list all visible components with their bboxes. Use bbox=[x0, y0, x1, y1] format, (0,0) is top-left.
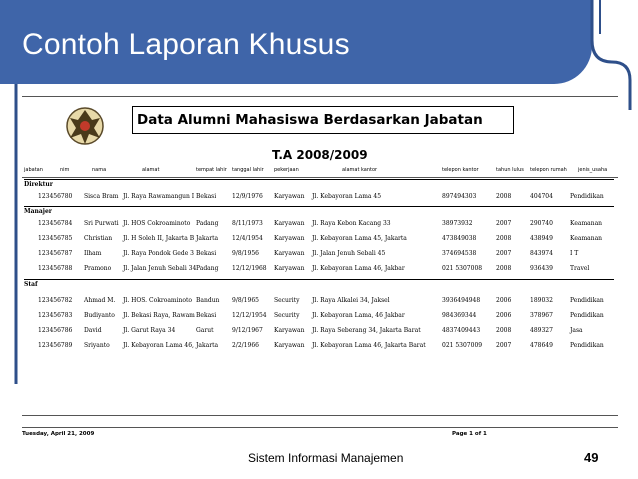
table-row bbox=[22, 294, 618, 308]
cell-nama: Ahmad M. bbox=[84, 297, 116, 304]
cell-nim: 123456787 bbox=[38, 250, 73, 257]
cell-jenis-usaha: Pendidikan bbox=[570, 297, 604, 304]
column-header: alamat bbox=[142, 167, 160, 173]
cell-tanggal-lahir: 12/12/1968 bbox=[232, 265, 267, 272]
report-title: Data Alumni Mahasiswa Berdasarkan Jabatan bbox=[132, 106, 514, 134]
cell-telepon-rumah: 438949 bbox=[530, 235, 553, 242]
cell-telepon-kantor: 4837409443 bbox=[442, 327, 481, 334]
report-subtitle: T.A 2008/2009 bbox=[272, 148, 368, 162]
column-header: jabatan bbox=[24, 167, 43, 173]
cell-tanggal-lahir: 9/8/1965 bbox=[232, 297, 259, 304]
cell-alamat-kantor: Jl. Raya Seberang 34, Jakarta Barat bbox=[312, 327, 421, 334]
cell-nim: 123456784 bbox=[38, 220, 73, 227]
cell-tanggal-lahir: 9/8/1956 bbox=[232, 250, 259, 257]
cell-tempat-lahir: Bekasi bbox=[196, 312, 217, 319]
cell-nim: 123456786 bbox=[38, 327, 73, 334]
cell-nim: 123456782 bbox=[38, 297, 73, 304]
cell-tempat-lahir: Garut bbox=[196, 327, 214, 334]
group-label-direktur: Direktur bbox=[24, 179, 614, 188]
table-row bbox=[22, 232, 618, 246]
cell-nim: 123456788 bbox=[38, 265, 73, 272]
cell-jenis-usaha: Keamanan bbox=[570, 220, 603, 227]
cell-alamat: Jl. H Soleh II, Jakarta B bbox=[123, 235, 195, 242]
cell-pekerjaan: Karyawan bbox=[274, 193, 305, 200]
table-row bbox=[22, 339, 618, 353]
cell-alamat: Jl. HOS Cokroaminoto bbox=[123, 220, 191, 227]
table-row bbox=[22, 309, 618, 323]
cell-tahun-lulus: 2006 bbox=[496, 312, 512, 319]
cell-tahun-lulus: 2008 bbox=[496, 265, 512, 272]
cell-pekerjaan: Karyawan bbox=[274, 342, 305, 349]
cell-telepon-kantor: 021 5307009 bbox=[442, 342, 483, 349]
column-header: telepon rumah bbox=[530, 167, 567, 173]
cell-pekerjaan: Karyawan bbox=[274, 235, 305, 242]
report-image bbox=[22, 96, 618, 441]
cell-nama: Sri Purwati bbox=[84, 220, 119, 227]
cell-telepon-kantor: 897494303 bbox=[442, 193, 477, 200]
table-row bbox=[22, 262, 618, 276]
column-header: telepon kantor bbox=[442, 167, 479, 173]
cell-tahun-lulus: 2008 bbox=[496, 235, 512, 242]
column-header: tahun lulus bbox=[496, 167, 524, 173]
report-bottom-rule bbox=[22, 415, 618, 416]
cell-tahun-lulus: 2006 bbox=[496, 297, 512, 304]
cell-tempat-lahir: Bekasi bbox=[196, 193, 217, 200]
cell-nim: 123456780 bbox=[38, 193, 73, 200]
cell-telepon-rumah: 489327 bbox=[530, 327, 553, 334]
cell-alamat: Jl. Raya Rawamangun I bbox=[123, 193, 195, 200]
cell-telepon-rumah: 378967 bbox=[530, 312, 553, 319]
cell-alamat-kantor: Jl. Raya Alkalei 34, Jaksel bbox=[312, 297, 390, 304]
cell-tanggal-lahir: 9/12/1967 bbox=[232, 327, 263, 334]
column-header: tanggal lahir bbox=[232, 167, 264, 173]
cell-telepon-rumah: 936439 bbox=[530, 265, 553, 272]
report-footer-page: Page 1 of 1 bbox=[452, 431, 487, 437]
cell-telepon-kantor: 374694538 bbox=[442, 250, 477, 257]
cell-alamat-kantor: Jl. Kebayoran Lama 46, Jakbar bbox=[312, 265, 405, 272]
column-header: alamat kantor bbox=[342, 167, 378, 173]
cell-tahun-lulus: 2008 bbox=[496, 193, 512, 200]
university-logo-icon bbox=[62, 104, 108, 148]
cell-nim: 123456785 bbox=[38, 235, 73, 242]
cell-tempat-lahir: Bekasi bbox=[196, 250, 217, 257]
cell-jenis-usaha: Pendidikan bbox=[570, 193, 604, 200]
cell-nama: David bbox=[84, 327, 102, 334]
cell-tanggal-lahir: 8/11/1973 bbox=[232, 220, 263, 227]
cell-nama: Sisca Bram bbox=[84, 193, 119, 200]
group-label-manajer: Manajer bbox=[24, 206, 614, 215]
cell-pekerjaan: Karyawan bbox=[274, 327, 305, 334]
cell-jenis-usaha: Travel bbox=[570, 265, 590, 272]
column-header: nama bbox=[92, 167, 107, 173]
cell-jenis-usaha: Pendidikan bbox=[570, 312, 604, 319]
cell-telepon-rumah: 478649 bbox=[530, 342, 553, 349]
cell-alamat-kantor: Jl. Kebayoran Lama 46, Jakarta Barat bbox=[312, 342, 426, 349]
cell-telepon-rumah: 404704 bbox=[530, 193, 553, 200]
report-top-border bbox=[22, 96, 618, 97]
report-footer-date: Tuesday, April 21, 2009 bbox=[22, 431, 95, 437]
cell-alamat: Jl. Garut Raya 34 bbox=[123, 327, 176, 334]
cell-jenis-usaha: Keamanan bbox=[570, 235, 603, 242]
cell-alamat: Jl. Jalan Jenuh Sebali 34 bbox=[123, 265, 197, 272]
table-row bbox=[22, 217, 618, 231]
table-row bbox=[22, 324, 618, 338]
cell-alamat: Jl. HOS. Cokroaminoto bbox=[123, 297, 193, 304]
table-row bbox=[22, 247, 618, 261]
cell-alamat-kantor: Jl. Kebayoran Lama 45, Jakarta bbox=[312, 235, 407, 242]
slide-title: Contoh Laporan Khusus bbox=[22, 28, 350, 61]
cell-telepon-kantor: 984369344 bbox=[442, 312, 477, 319]
cell-jenis-usaha: I T bbox=[570, 250, 579, 257]
cell-pekerjaan: Security bbox=[274, 297, 300, 304]
cell-alamat-kantor: Jl. Kebayoran Lama, 46 Jakbar bbox=[312, 312, 405, 319]
cell-tahun-lulus: 2007 bbox=[496, 342, 512, 349]
cell-tanggal-lahir: 12/12/1954 bbox=[232, 312, 267, 319]
group-label-staf: Staf bbox=[24, 279, 614, 288]
cell-tempat-lahir: Bandun bbox=[196, 297, 220, 304]
cell-nim: 123456783 bbox=[38, 312, 73, 319]
cell-tempat-lahir: Jakarta bbox=[196, 235, 219, 242]
cell-telepon-rumah: 290740 bbox=[530, 220, 553, 227]
cell-nama: Sriyanto bbox=[84, 342, 110, 349]
cell-pekerjaan: Karyawan bbox=[274, 265, 305, 272]
column-header: tempat lahir bbox=[196, 167, 227, 173]
cell-telepon-rumah: 189032 bbox=[530, 297, 553, 304]
cell-tanggal-lahir: 2/2/1966 bbox=[232, 342, 259, 349]
cell-telepon-kantor: 473849038 bbox=[442, 235, 477, 242]
report-footer-rule bbox=[22, 427, 618, 428]
cell-tempat-lahir: Padang bbox=[196, 220, 219, 227]
decorative-line-left bbox=[0, 84, 22, 394]
cell-nama: Pramono bbox=[84, 265, 112, 272]
cell-telepon-kantor: 38973932 bbox=[442, 220, 473, 227]
cell-telepon-kantor: 021 5307008 bbox=[442, 265, 483, 272]
cell-jenis-usaha: Pendidikan bbox=[570, 342, 604, 349]
cell-tempat-lahir: Jakarta bbox=[196, 342, 219, 349]
cell-alamat: Jl. Kebayoran Lama 46, bbox=[123, 342, 194, 349]
cell-pekerjaan: Karyawan bbox=[274, 220, 305, 227]
cell-tahun-lulus: 2008 bbox=[496, 327, 512, 334]
table-row bbox=[22, 190, 618, 204]
cell-telepon-rumah: 843974 bbox=[530, 250, 553, 257]
cell-nama: Christian bbox=[84, 235, 113, 242]
cell-telepon-kantor: 3936494948 bbox=[442, 297, 481, 304]
cell-tanggal-lahir: 12/4/1954 bbox=[232, 235, 263, 242]
cell-alamat: Jl. Raya Pondok Gede 3 bbox=[123, 250, 194, 257]
cell-nim: 123456789 bbox=[38, 342, 73, 349]
slide-title-bar bbox=[0, 0, 592, 84]
report-column-headers bbox=[22, 166, 618, 176]
cell-nama: Budiyanto bbox=[84, 312, 115, 319]
cell-pekerjaan: Security bbox=[274, 312, 300, 319]
column-header: jenis_usaha bbox=[578, 167, 608, 173]
header-rule bbox=[22, 177, 618, 178]
slide-footer-text: Sistem Informasi Manajemen bbox=[248, 451, 404, 465]
column-header: pekerjaan bbox=[274, 167, 299, 173]
decorative-curve-right bbox=[590, 0, 638, 110]
cell-tahun-lulus: 2007 bbox=[496, 250, 512, 257]
cell-tempat-lahir: Padang bbox=[196, 265, 219, 272]
cell-tanggal-lahir: 12/9/1976 bbox=[232, 193, 263, 200]
cell-alamat-kantor: Jl. Kebayoran Lama 45 bbox=[312, 193, 382, 200]
cell-alamat-kantor: Jl. Jalan Jenuh Sebali 45 bbox=[312, 250, 386, 257]
cell-pekerjaan: Karyawan bbox=[274, 250, 305, 257]
cell-tahun-lulus: 2007 bbox=[496, 220, 512, 227]
cell-jenis-usaha: Jasa bbox=[570, 327, 583, 334]
column-header: nim bbox=[60, 167, 70, 173]
cell-alamat: Jl. Bekasi Raya, Rawam bbox=[123, 312, 195, 319]
cell-nama: Ilham bbox=[84, 250, 102, 257]
slide-page-number: 49 bbox=[584, 450, 599, 465]
cell-alamat-kantor: Jl. Raya Kebon Kacang 33 bbox=[312, 220, 391, 227]
